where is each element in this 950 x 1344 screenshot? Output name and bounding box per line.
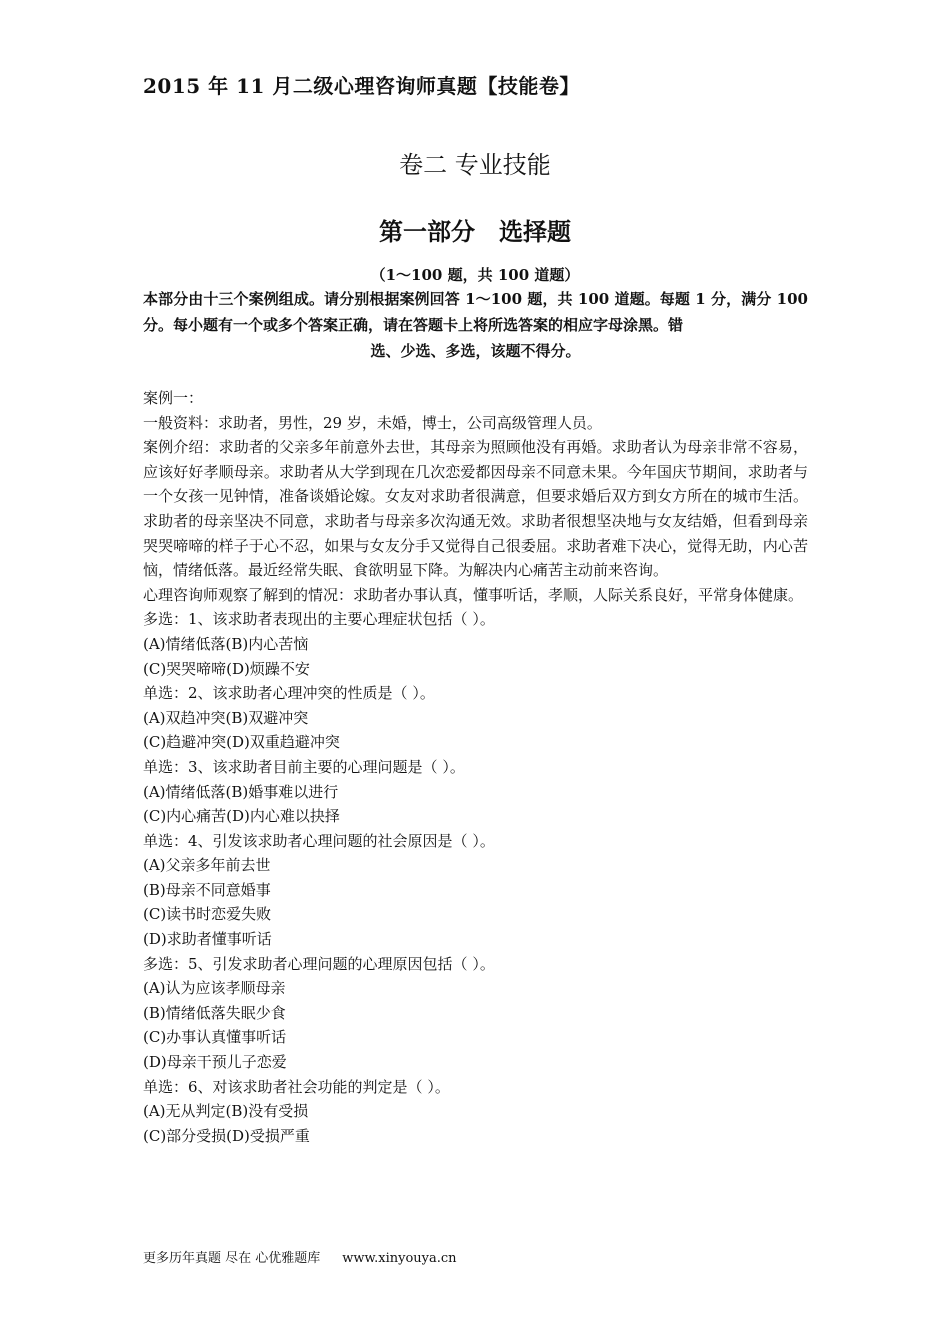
question-option: (D)求助者懂事听话 <box>143 930 272 949</box>
question-option: (B)情绪低落失眠少食 <box>143 1003 286 1022</box>
question-options: (C)内心痛苦(D)内心难以抉择 <box>143 807 340 826</box>
question-options: (C)部分受损(D)受损严重 <box>143 1126 310 1145</box>
question-options: (A)无从判定(B)没有受损 <box>143 1102 309 1121</box>
case-1 <box>143 386 808 1148</box>
footer-text: 更多历年真题 尽在 心优雅题库 <box>143 1251 321 1266</box>
question-options: (A)情绪低落(B)内心苦恼 <box>143 634 309 653</box>
question-stem: 单选：2、该求助者心理冲突的性质是（ ）。 <box>143 684 435 703</box>
question-option: (A)认为应该孝顺母亲 <box>143 979 286 998</box>
question-options: (C)哭哭啼啼(D)烦躁不安 <box>143 659 310 678</box>
question-options: (A)情绪低落(B)婚事难以进行 <box>143 782 339 801</box>
general-info: 一般资料：求助者，男性，29 岁，未婚，博士，公司高级管理人员。 <box>143 413 602 432</box>
question-stem: 单选：6、对该求助者社会功能的判定是（ ）。 <box>143 1077 450 1096</box>
instructions-text-last: 选、少选、多选，该题不得分。 <box>370 342 581 360</box>
question-option: (D)母亲干预儿子恋爱 <box>143 1053 287 1072</box>
counselor-observation: 心理咨询师观察了解到的情况：求助者办事认真，懂事听话，孝顺，人际关系良好，平常身体健康。 <box>143 585 804 604</box>
question-stem: 多选：5、引发求助者心理问题的心理原因包括（ ）。 <box>143 954 495 973</box>
case-introduction: 案例介绍：求助者的父亲多年前意外去世，其母亲为照顾他没有再婚。求助者认为母亲非常不容易，应该好好孝顺母亲。求助者从大学到现在几次恋爱都因母亲不同意未果。今年国庆节期间，求助者与一个女孩一见钟情，准备谈婚论嫁。女友对求助者很满意，但要求婚后双方到女方所在的城市生活。求助者的母亲坚决不同意，求助者与母亲多次沟通无效。求助者很想坚决地与女友结婚，但看到母亲哭哭啼啼的样子于心不忍，如果与女友分手又觉得自己很委屈。求助者难下决心，觉得无助，内心苦恼，情绪低落。最近经常失眠、食欲明显下降。为解决内心痛苦主动前来咨询。 <box>143 438 808 580</box>
document-title: 2015 年 11 月二级心理咨询师真题【技能卷】 <box>143 74 580 98</box>
question-stem: 多选：1、该求助者表现出的主要心理症状包括（ ）。 <box>143 610 495 629</box>
part-title: 第一部分 选择题 <box>379 217 571 246</box>
volume-title: 卷二 专业技能 <box>399 151 551 179</box>
question-option: (A)父亲多年前去世 <box>143 856 271 875</box>
case-heading: 案例一： <box>143 389 204 407</box>
instructions-text: 本部分由十三个案例组成。请分别根据案例回答 1～100 题，共 100 道题。每题 1 分，满分 100 分。每小题有一个或多个答案正确，请在答题卡上将所选答案的相应字母涂黑。错 <box>143 290 808 334</box>
question-stem: 单选：3、该求助者目前主要的心理问题是（ ）。 <box>143 757 465 776</box>
question-options: (A)双趋冲突(B)双避冲突 <box>143 708 309 727</box>
question-option: (C)办事认真懂事听话 <box>143 1028 287 1047</box>
page-footer <box>143 1247 457 1266</box>
question-option: (C)读书时恋爱失败 <box>143 905 272 924</box>
question-option: (B)母亲不同意婚事 <box>143 880 271 899</box>
question-stem: 单选：4、引发该求助者心理问题的社会原因是（ ）。 <box>143 831 495 850</box>
instructions <box>143 286 808 364</box>
footer-url[interactable]: www.xinyouya.cn <box>342 1251 457 1266</box>
part-range: （1～100 题，共 100 道题） <box>370 266 580 284</box>
question-options: (C)趋避冲突(D)双重趋避冲突 <box>143 733 340 752</box>
